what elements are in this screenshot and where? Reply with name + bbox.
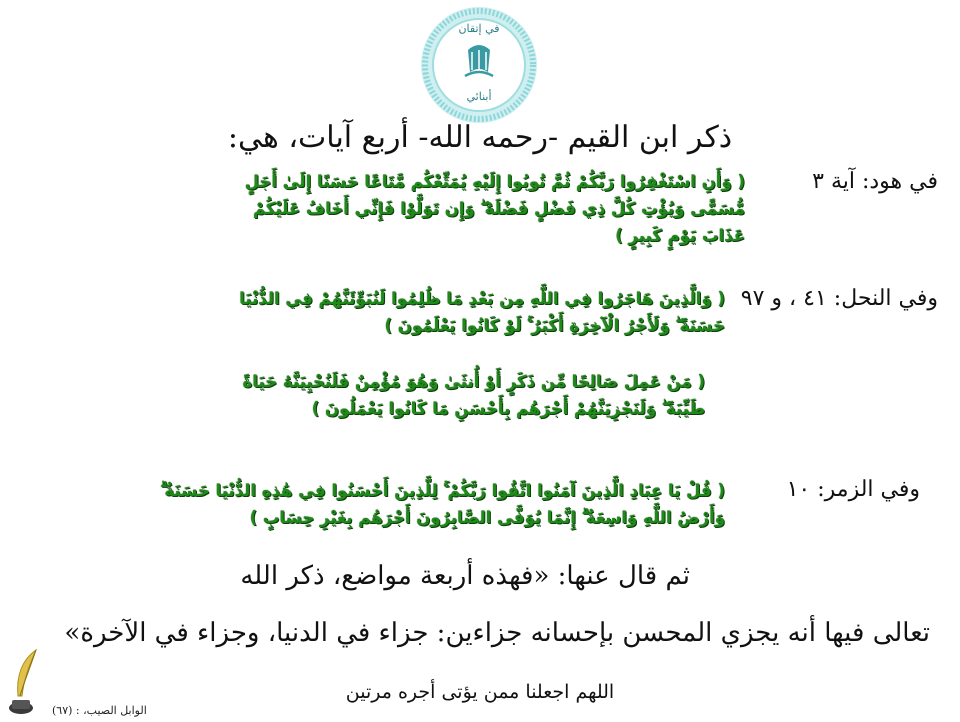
verse-nahl-97: ( مَنْ عَمِلَ صَالِحًا مِّن ذَكَرٍ أَوْ أُنثَىٰ وَهُوَ مُؤْمِنٌ فَلَنُحْيِيَنَّهُ حَيَاةً طَيِّبَةً ۖ وَلَنَجْزِيَنَّهُمْ أَجْرَهُم بِأَحْسَنِ مَا كَانُوا يَعْمَلُونَ ) <box>242 372 705 418</box>
section-label-zumar: وفي الزمر: ١٠ <box>786 477 920 502</box>
logo-text-bottom: أبنائي <box>466 90 492 103</box>
verse-nahl-41: ( وَالَّذِينَ هَاجَرُوا فِي اللَّهِ مِن بَعْدِ مَا ظُلِمُوا لَنُبَوِّئَنَّهُمْ فِي الدُّنْيَا حَسَنَةً ۖ وَلَأَجْرُ الْآخِرَةِ أَكْبَرُ ۚ لَوْ كَانُوا يَعْلَمُونَ ) <box>239 289 725 335</box>
quill-inkwell-icon <box>6 648 50 718</box>
source-citation: الوابل الصيب، : (٦٧) <box>52 704 147 717</box>
section-label-nahl: وفي النحل: ٤١ ، و ٩٧ <box>740 286 938 311</box>
section-label-hud: في هود: آية ٣ <box>812 169 938 194</box>
verse-hud-3: ( وَأَنِ اسْتَغْفِرُوا رَبَّكُمْ ثُمَّ تُوبُوا إِلَيْهِ يُمَتِّعْكُم مَّتَاعًا حَسَنًا إِلَىٰ أَجَلٍ مُّسَمًّى وَيُؤْتِ كُلَّ ذِي فَضْلٍ فَضْلَهُ ۖ وَإِن تَوَلَّوْا فَإِنِّي أَخَافُ عَلَيْكُمْ عَذَابَ يَوْمٍ كَبِيرٍ ) <box>244 172 745 245</box>
prayer-line: اللهم اجعلنا ممن يؤتى أجره مرتين <box>345 681 615 703</box>
logo-text-top: في إتقان <box>458 22 500 35</box>
quote-line-1: ثم قال عنها: «فهذه أربعة مواضع، ذكر الله <box>240 561 690 591</box>
quran-logo-icon <box>418 4 540 126</box>
verse-zumar-10: ( قُلْ يَا عِبَادِ الَّذِينَ آمَنُوا اتَّقُوا رَبَّكُمْ ۚ لِلَّذِينَ أَحْسَنُوا فِي هَٰذِهِ الدُّنْيَا حَسَنَةٌ ۗ وَأَرْضُ اللَّهِ وَاسِعَةٌ ۗ إِنَّمَا يُوَفَّى الصَّابِرُونَ أَجْرَهُم بِغَيْرِ حِسَابٍ ) <box>160 481 725 527</box>
quote-line-2: تعالى فيها أنه يجزي المحسن بإحسانه جزاءين: جزاء في الدنيا، وجزاء في الآخرة» <box>64 618 930 648</box>
page-title: ذكر ابن القيم -رحمه الله- أربع آيات، هي: <box>227 120 733 155</box>
